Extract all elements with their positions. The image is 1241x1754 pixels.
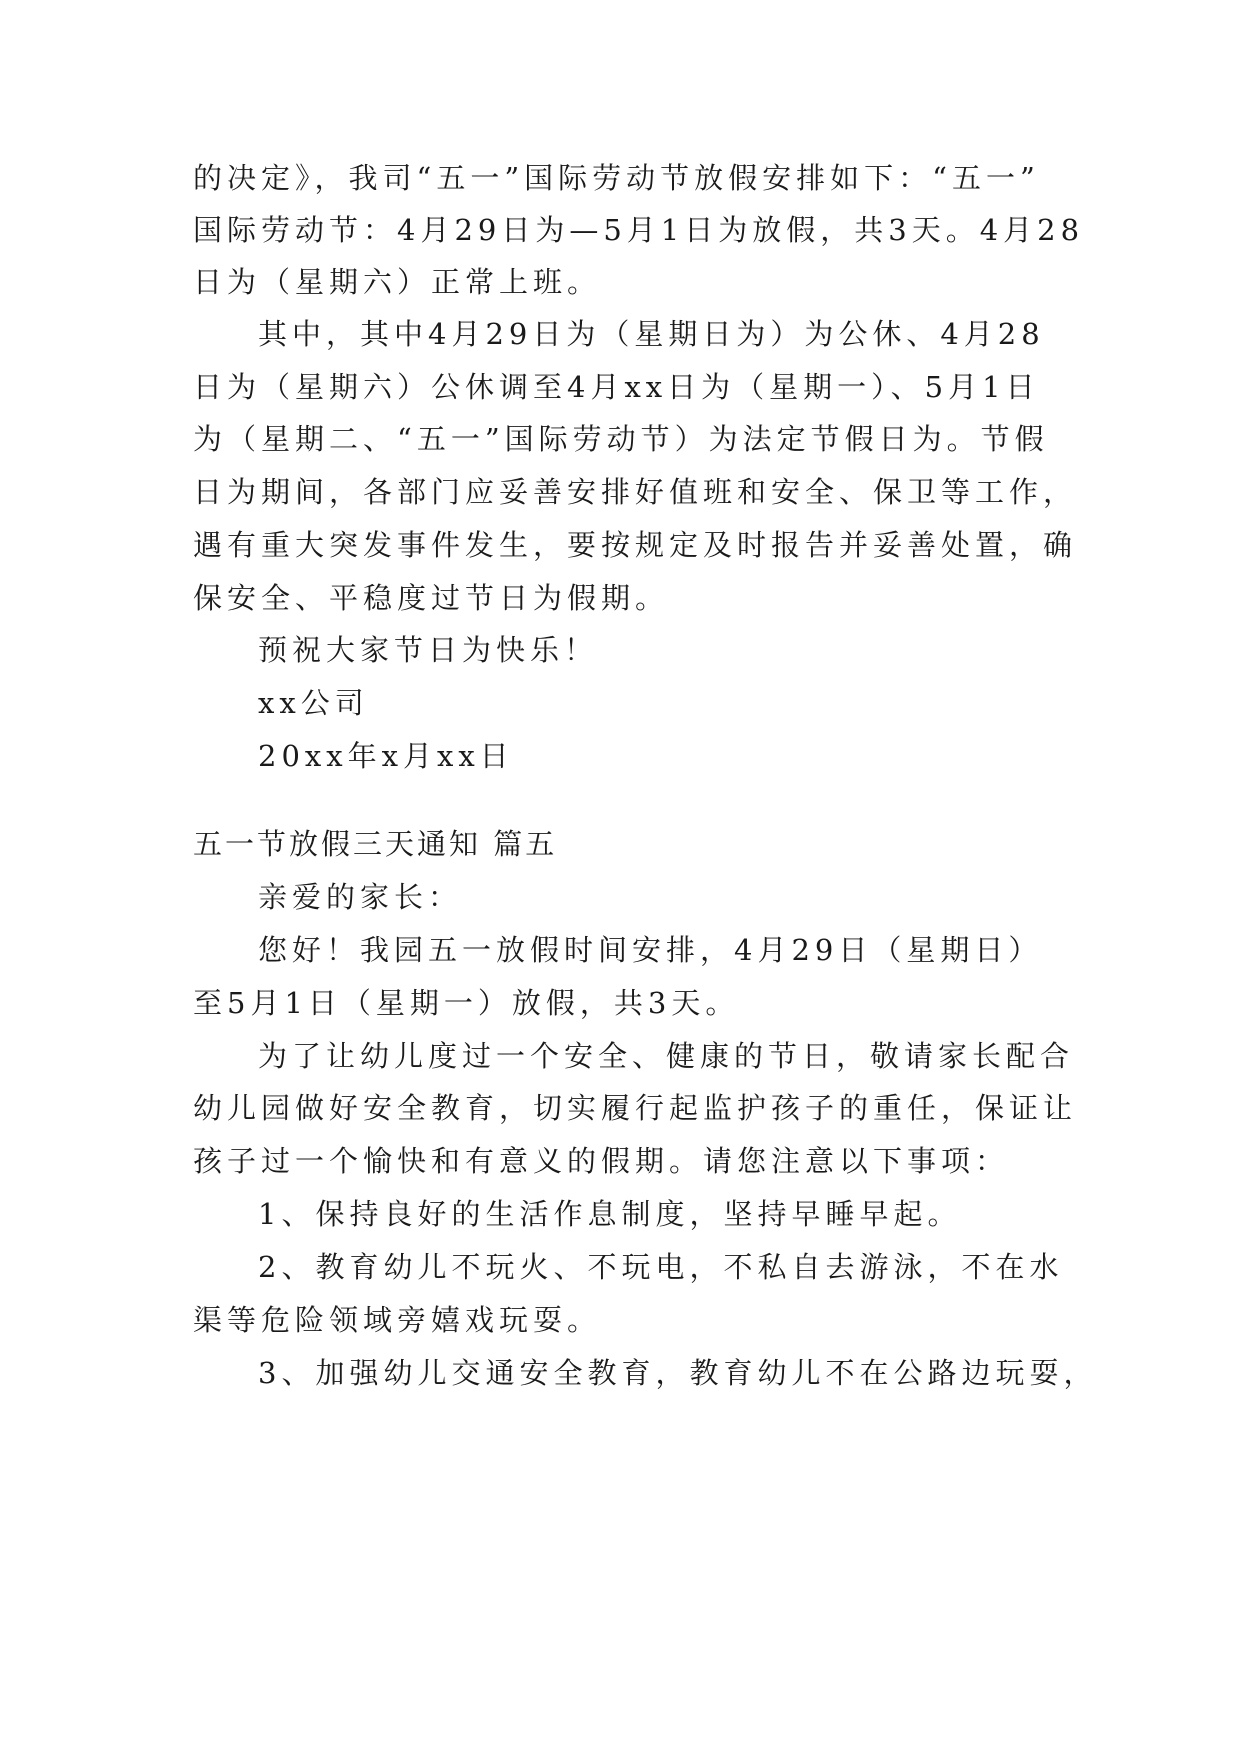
paragraph-line: 日为（星期六）公休调至4月xx日为（星期一）、5月1日	[193, 370, 1040, 404]
list-item-continuation: 渠等危险领域旁嬉戏玩耍。	[193, 1303, 602, 1337]
paragraph-line: 其中，其中4月29日为（星期日为）为公休、4月28	[258, 317, 1045, 351]
paragraph-line: 保安全、平稳度过节日为假期。	[193, 581, 670, 615]
paragraph-line: 孩子过一个愉快和有意义的假期。请您注意以下事项：	[193, 1144, 1010, 1178]
greeting-line: 预祝大家节日为快乐！	[258, 633, 599, 667]
paragraph-line: 为（星期二、“五一”国际劳动节）为法定节假日为。节假	[193, 422, 1049, 456]
paragraph-line: 为了让幼儿度过一个安全、健康的节日，敬请家长配合	[258, 1039, 1075, 1073]
paragraph-line: 日为期间，各部门应妥善安排好值班和安全、保卫等工作，	[193, 475, 1078, 509]
signature-company: xx公司	[258, 686, 369, 720]
paragraph-line: 国际劳动节：4月29日为—5月1日为放假，共3天。4月28	[193, 213, 1085, 247]
paragraph-line: 幼儿园做好安全教育，切实履行起监护孩子的重任，保证让	[193, 1091, 1078, 1125]
paragraph-line: 的决定》，我司“五一”国际劳动节放假安排如下：“五一”	[193, 161, 1040, 195]
paragraph-line: 您好！我园五一放假时间安排，4月29日（星期日）	[258, 933, 1043, 967]
paragraph-line: 遇有重大突发事件发生，要按规定及时报告并妥善处置，确	[193, 528, 1078, 562]
signature-date: 20xx年x月xx日	[258, 739, 514, 773]
list-item: 1、保持良好的生活作息制度，坚持早睡早起。	[258, 1197, 962, 1231]
section-title: 五一节放假三天通知 篇五	[193, 827, 558, 861]
paragraph-line: 日为（星期六）正常上班。	[193, 265, 602, 299]
salutation: 亲爱的家长：	[258, 880, 463, 914]
list-item: 2、教育幼儿不玩火、不玩电，不私自去游泳，不在水	[258, 1250, 1064, 1284]
list-item: 3、加强幼儿交通安全教育，教育幼儿不在公路边玩耍，	[258, 1356, 1098, 1390]
paragraph-line: 至5月1日（星期一）放假，共3天。	[193, 986, 740, 1020]
